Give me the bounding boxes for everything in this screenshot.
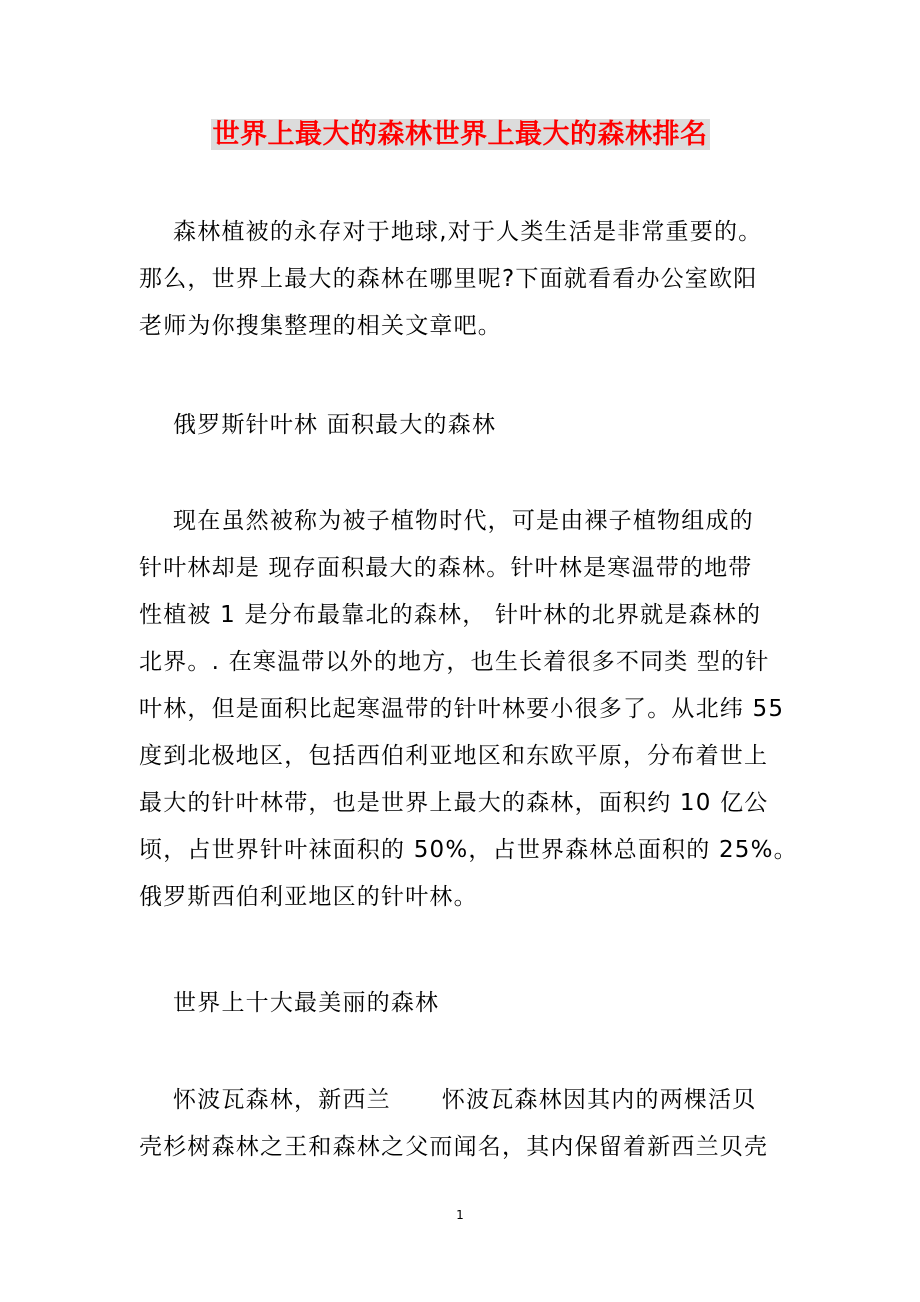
paragraph-line: 度到北极地区，包括西伯利亚地区和东欧平原，分布着世上 — [139, 743, 769, 769]
section-heading: 世界上十大最美丽的森林 — [139, 990, 440, 1016]
paragraph-line: 怀波瓦森林，新西兰 怀波瓦森林因其内的两棵活贝 — [139, 1087, 757, 1113]
paragraph-intro-line: 森林植被的永存对于地球,对于人类生活是非常重要的。 — [139, 219, 763, 245]
paragraph-line: 顷，占世界针叶袜面积的 50%，占世界森林总面积的 25%。 — [139, 837, 798, 863]
page-number: 1 — [456, 1208, 464, 1222]
document-title — [0, 116, 920, 154]
paragraph-intro-line: 老师为你搜集整理的相关文章吧。 — [139, 313, 502, 339]
section-heading: 俄罗斯针叶林 面积最大的森林 — [139, 412, 497, 438]
paragraph-intro-line: 那么，世界上最大的森林在哪里呢?下面就看看办公室欧阳 — [139, 266, 758, 292]
paragraph-line: 最大的针叶林带，也是世界上最大的森林，面积约 10 亿公 — [139, 790, 769, 816]
paragraph-line: 北界。. 在寒温带以外的地方，也生长着很多不同类 型的针 — [139, 649, 770, 675]
paragraph-line: 性植被 1 是分布最靠北的森林， 针叶林的北界就是森林的 — [139, 602, 762, 628]
paragraph-line: 现在虽然被称为被子植物时代，可是由裸子植物组成的 — [139, 508, 754, 534]
paragraph-line: 叶林，但是面积比起寒温带的针叶林要小很多了。从北纬 55 — [139, 696, 785, 722]
paragraph-line: 俄罗斯西伯利亚地区的针叶林。 — [139, 884, 478, 910]
title-text: 世界上最大的森林世界上最大的森林排名 — [212, 119, 708, 150]
paragraph-line: 壳杉树森林之王和森林之父而闻名，其内保留着新西兰贝壳 — [139, 1134, 769, 1160]
paragraph-line: 针叶林却是 现存面积最大的森林。针叶林是寒温带的地带 — [139, 555, 753, 581]
